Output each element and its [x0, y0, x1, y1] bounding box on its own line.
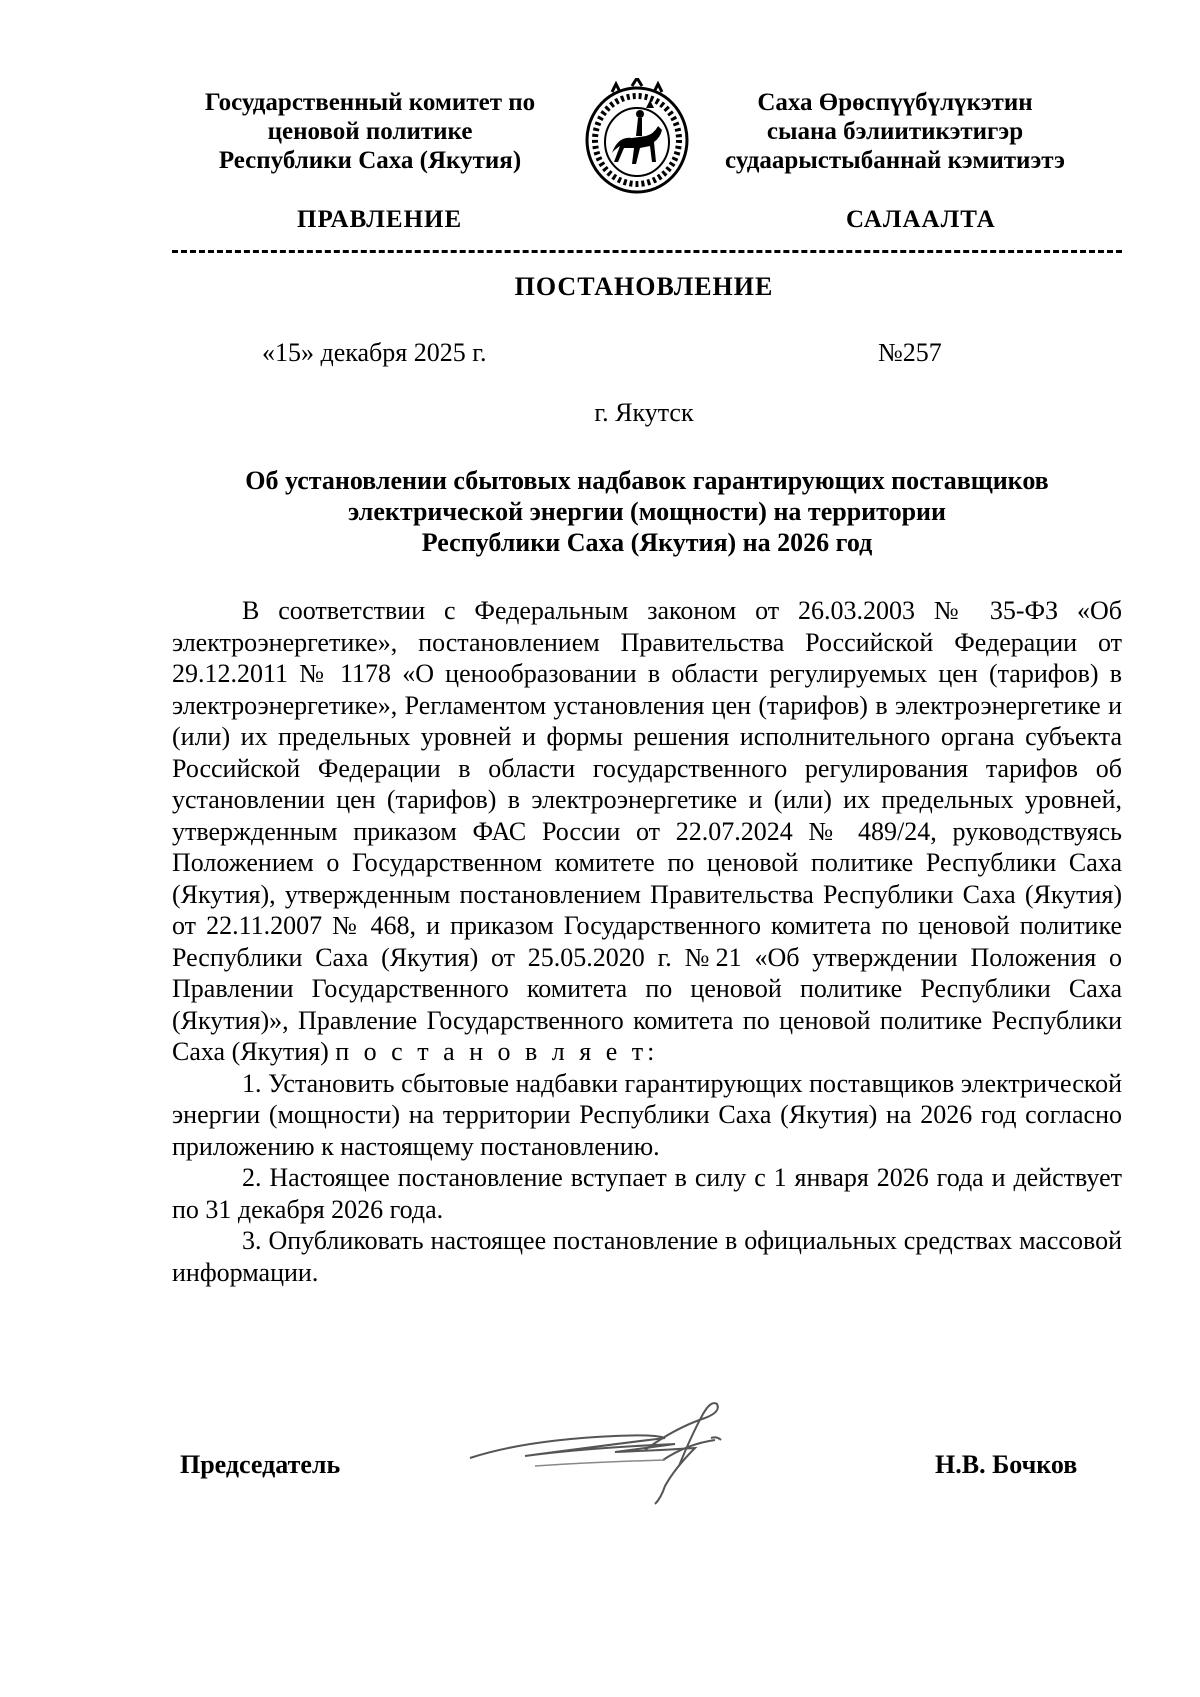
- coat-of-arms-emblem-icon: [584, 78, 690, 196]
- board-label-sakha: САЛААЛТА: [846, 206, 996, 233]
- document-number: №257: [878, 338, 942, 367]
- document-type: ПОСТАНОВЛЕНИЕ: [514, 272, 774, 301]
- header-right-line: судаарыстыбаннай кэмитиэтэ: [725, 147, 1065, 174]
- header-divider: [172, 250, 1122, 253]
- document-body: [172, 595, 1122, 1288]
- item-paragraph: 1. Установить сбытовые надбавки гарантирующих поставщиков электрической энергии (мощности) на территории Республики Саха (Якутия) на 2026 год согласно приложению к настоящему постановлению.: [172, 1068, 1122, 1161]
- signatory-position: Председатель: [180, 1450, 341, 1479]
- item-paragraph: 3. Опубликовать настоящее постановление в официальных средствах массовой информации.: [172, 1226, 1122, 1287]
- title-line: Республики Саха (Якутия) на 2026 год: [421, 528, 873, 557]
- resolves-text: п о с т а н о в л я е т:: [335, 1037, 659, 1066]
- preamble-text: В соответствии с Федеральным законом от 26.03.2003 № 35-ФЗ «Об электроэнергетике», постановлением Правительства Российской Федерации от 29.12.2011 № 1178 «О ценообразовании в области регулируемых цен (тарифов) в электроэнергетике», Регламентом установления цен (тарифов) в электроэнергетике и (или) их предельных уровней и формы решения исполнительного органа субъекта Российской Федерации в области государственного регулирования тарифов об установлении цен (тарифов) в электроэнергетике и (или) их предельных уровней, утвержденным приказом ФАС России от 22.07.2024 № 489/24, руководствуясь Положением о Государственном комитете по ценовой политике Республики Саха (Якутия), утвержденным постановлением Правительства Республики Саха (Якутия) от 22.11.2007 № 468, и приказом Государственного комитета по ценовой политике Республики Саха (Якутия) от 25.05.2020 г. №21 «Об утверждении Положения о Правлении Государственного комитета по ценовой политике Республики Саха (Якутия)», Правление Государственного комитета по ценовой политике Республики Саха (Якутия): [172, 596, 1122, 1066]
- title-line: Об установлении сбытовых надбавок гарантирующих поставщиков: [245, 466, 1049, 495]
- preamble-paragraph: [172, 595, 1122, 1068]
- item-paragraph: 2. Настоящее постановление вступает в силу с 1 января 2026 года и действует по 31 декабря 2026 года.: [172, 1163, 1122, 1224]
- board-label-ru: ПРАВЛЕНИЕ: [297, 206, 463, 233]
- document-city: г. Якутск: [594, 398, 694, 427]
- header-right-line: Саха Өрөспүүбүлүкэтин: [757, 89, 1033, 116]
- header-left-line: Республики Саха (Якутия): [218, 147, 522, 174]
- header-left-line: Государственный комитет по: [204, 89, 536, 116]
- header-left-ru: [180, 88, 560, 175]
- handwritten-signature: [465, 1378, 795, 1508]
- document-date: «15» декабря 2025 г.: [262, 338, 487, 367]
- document-title: [172, 465, 1122, 558]
- header-right-sakha: [705, 88, 1085, 175]
- signatory-name: Н.В. Бочков: [935, 1450, 1078, 1479]
- header-right-line: сыана бэлиитикэтигэр: [766, 118, 1024, 145]
- header-left-line: ценовой политике: [267, 118, 473, 145]
- title-line: электрической энергии (мощности) на территории: [347, 497, 946, 526]
